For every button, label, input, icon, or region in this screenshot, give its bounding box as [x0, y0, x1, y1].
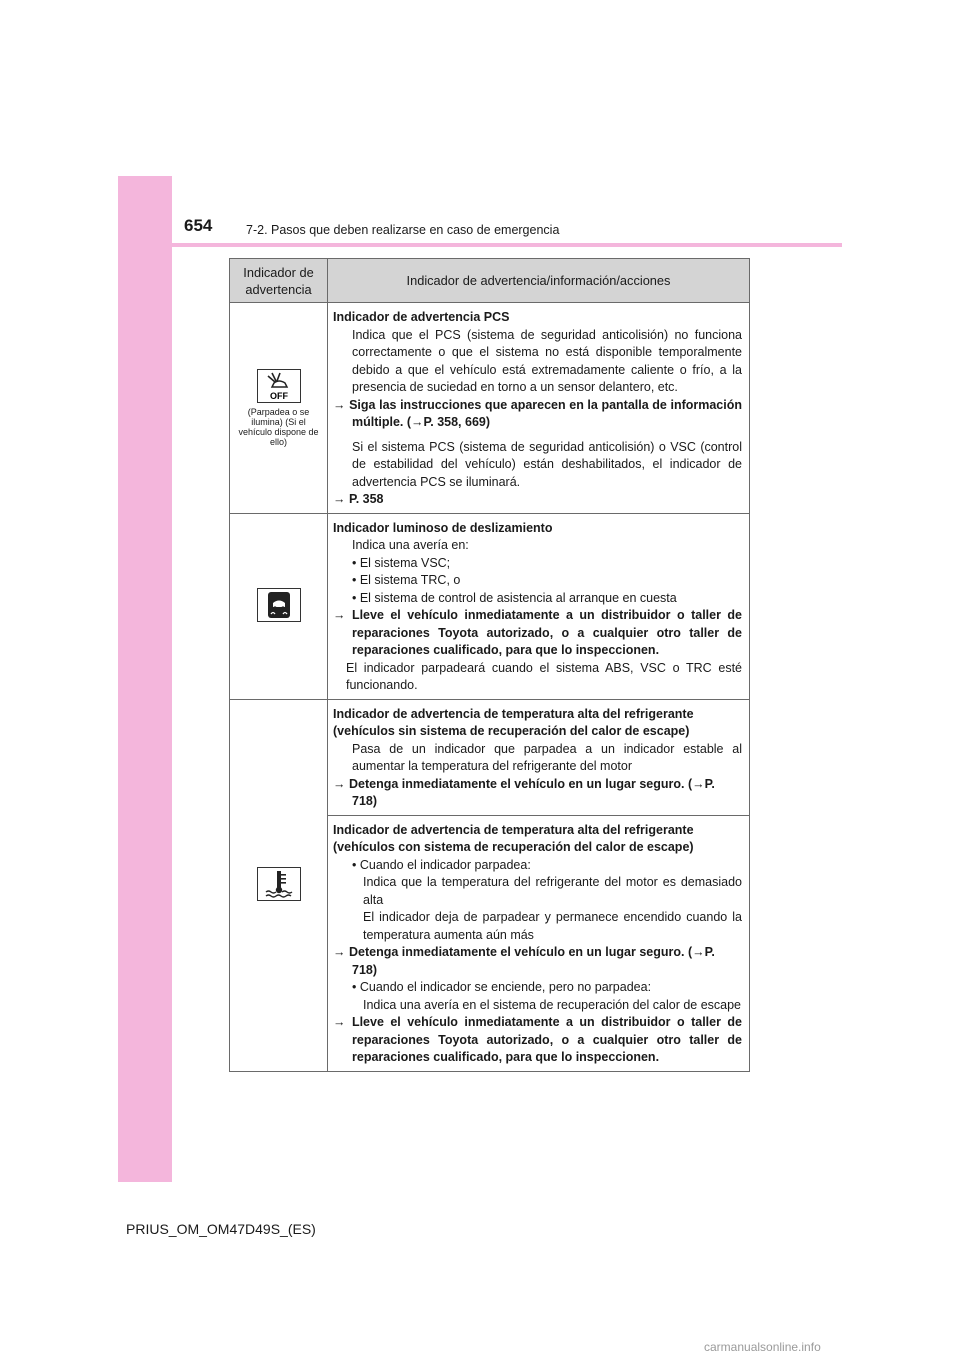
pcs-description: [328, 303, 750, 514]
coolant-b-bullet-steady: • Cuando el indicador se enciende, pero no parpadea:: [352, 980, 652, 994]
chapter-sidebar-tab: [118, 176, 172, 1182]
slip-note: El indicador parpadeará cuando el sistema ABS, VSC o TRC esté funcionando.: [346, 660, 742, 692]
page-number: 654: [184, 216, 213, 235]
coolant-temperature-icon: [257, 867, 301, 901]
document-code: PRIUS_OM_OM47D49S_(ES): [126, 1221, 316, 1237]
table-row: [230, 513, 750, 699]
coolant-b-action-inspect: → Lleve el vehículo inmediatamente a un distribuidor o taller de reparaciones Toyota autorizado, o a cualquier otro taller de reparaciones cualificado, para que lo inspeccionen.: [333, 1015, 742, 1064]
pcs-action: → Siga las instrucciones que aparecen en la pantalla de información múltiple. (→P. 358, 669): [333, 397, 742, 429]
pcs-off-icon: [257, 369, 301, 403]
slip-bullet-trc: • El sistema TRC, o: [352, 573, 461, 587]
col-header-description: Indicador de advertencia/información/acciones: [328, 259, 750, 303]
coolant-a-body: Pasa de un indicador que parpadea a un indicador estable al aumentar la temperatura del refrigerante del motor: [352, 741, 742, 773]
coolant-b-steady-detail: Indica una avería en el sistema de recuperación del calor de escape: [363, 997, 742, 1012]
pcs-title: Indicador de advertencia PCS: [333, 310, 510, 324]
table-row: [230, 699, 750, 815]
pcs-ref: → P. 358: [333, 492, 384, 506]
coolant-icon-cell: [230, 699, 328, 1071]
coolant-b-flashing-detail-2: El indicador deja de parpadear y permanece encendido cuando la temperatura aumenta aún más: [363, 910, 742, 942]
coolant-a-description: [328, 699, 750, 815]
coolant-a-title: Indicador de advertencia de temperatura alta del refrigerante (vehículos sin sistema de recuperación del calor de escape): [333, 706, 694, 738]
coolant-a-action: → Detenga inmediatamente el vehículo en un lugar seguro. (→P. 718): [333, 776, 715, 808]
coolant-b-flashing-detail-1: Indica que la temperatura del refrigerante del motor es demasiado alta: [363, 875, 742, 907]
pcs-caption: (Parpadea o se ilumina) (Si el vehículo dispone de ello): [238, 406, 319, 447]
header-rule: [118, 243, 842, 247]
slip-description: [328, 513, 750, 699]
slip-title: Indicador luminoso de deslizamiento: [333, 520, 553, 535]
watermark: carmanualsonline.info: [704, 1340, 821, 1354]
pcs-note: Si el sistema PCS (sistema de seguridad anticolisión) o VSC (control de estabilidad del vehículo) están deshabilitados, el indicador de advertencia PCS se iluminará.: [352, 439, 742, 489]
section-title: 7-2. Pasos que deben realizarse en caso de emergencia: [246, 223, 560, 237]
coolant-b-description: [328, 815, 750, 1071]
warning-indicator-table: [229, 258, 750, 1072]
pcs-body: Indica que el PCS (sistema de seguridad anticolisión) no funciona correctamente o que el sistema no está disponible temporalmente debido a que el vehículo está extremadamente caliente o frío, a la presencia de suciedad en torno a un sensor delantero, etc.: [352, 327, 742, 394]
slip-icon-cell: [230, 513, 328, 699]
coolant-b-bullet-flashing: • Cuando el indicador parpadea:: [352, 857, 531, 872]
pcs-icon-cell: [230, 303, 328, 514]
coolant-b-title: Indicador de advertencia de temperatura alta del refrigerante (vehículos con sistema de recuperación del calor de escape): [333, 822, 694, 854]
pcs-off-label: OFF: [269, 390, 288, 401]
slip-action: → Lleve el vehículo inmediatamente a un distribuidor o taller de reparaciones Toyota autorizado, o a cualquier otro taller de reparaciones cualificado, para que lo inspeccionen.: [333, 608, 742, 657]
slip-bullet-hill: • El sistema de control de asistencia al arranque en cuesta: [352, 590, 677, 605]
slip-indicator-icon: [257, 588, 301, 622]
table-row: [230, 303, 750, 514]
table-header-row: [230, 259, 750, 303]
coolant-b-action-stop: → Detenga inmediatamente el vehículo en un lugar seguro. (→P. 718): [333, 945, 715, 977]
slip-bullet-vsc: • El sistema VSC;: [352, 555, 451, 570]
slip-intro: Indica una avería en:: [352, 538, 469, 552]
col-header-indicator: Indicador de advertencia: [230, 259, 328, 303]
